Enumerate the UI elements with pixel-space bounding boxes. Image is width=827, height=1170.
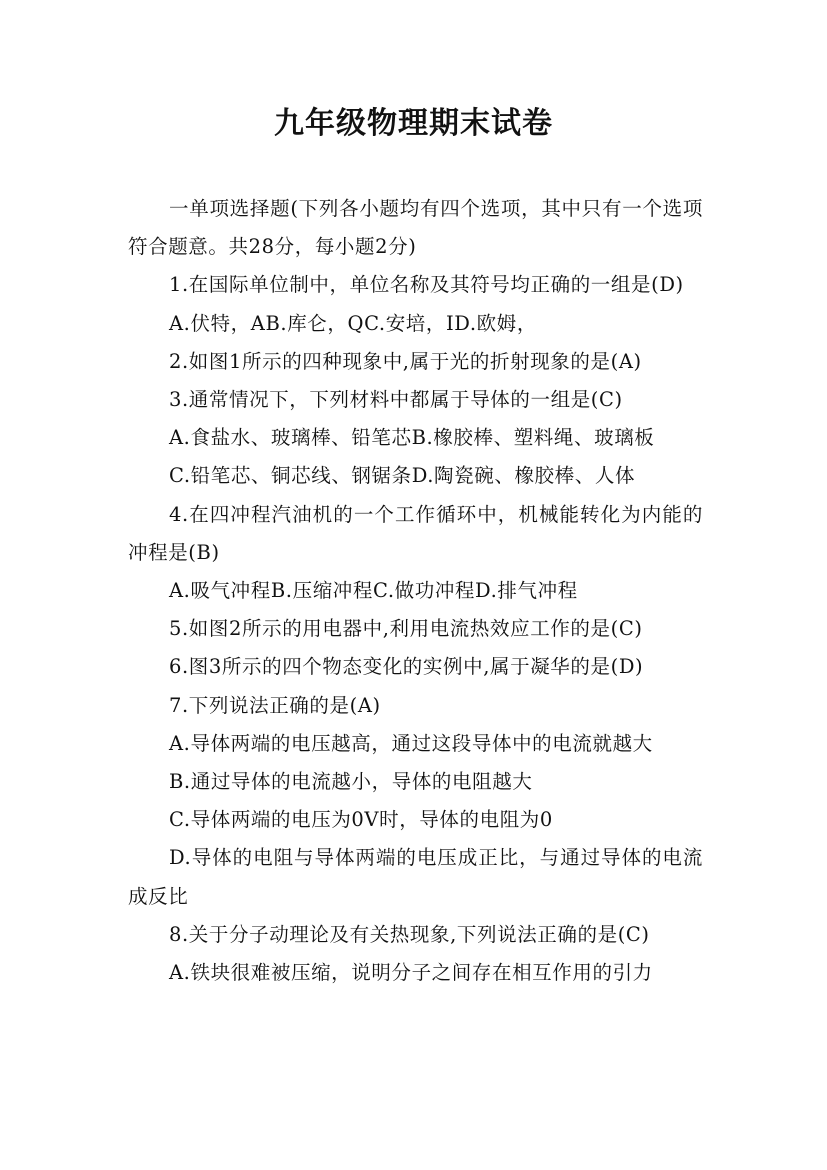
question-7: 7.下列说法正确的是(A) [169,693,381,717]
question-4-options: A.吸气冲程B.压缩冲程C.做功冲程D.排气冲程 [169,579,578,603]
question-5: 5.如图2所示的用电器中,利用电流热效应工作的是(C) [169,617,643,641]
question-1-options: A.伏特，AB.库仑，QC.安培，ID.欧姆， [169,311,537,335]
question-7-option-c: C.导体两端的电压为0V时，导体的电阻为0 [169,808,553,832]
question-6: 6.图3所示的四个物态变化的实例中,属于凝华的是(D) [169,655,644,679]
question-7-option-a: A.导体两端的电压越高，通过这段导体中的电流就越大 [169,731,653,755]
question-3-options-ab: A.食盐水、玻璃棒、铅笔芯B.橡胶棒、塑料绳、玻璃板 [169,426,655,450]
question-2: 2.如图1所示的四种现象中,属于光的折射现象的是(A) [169,349,642,373]
section-heading: 一单项选择题(下列各小题均有四个选项，其中只有一个选项符合题意。共28分，每小题2分) [128,197,703,259]
document-body [128,190,703,992]
question-8-option-a: A.铁块很难被压缩，说明分子之间存在相互作用的引力 [169,961,653,985]
question-4: 4.在四冲程汽油机的一个工作循环中，机械能转化为内能的冲程是(B) [128,502,703,564]
question-1: 1.在国际单位制中，单位名称及其符号均正确的一组是(D) [169,273,684,297]
question-7-option-b: B.通过导体的电流越小，导体的电阻越大 [169,770,533,794]
question-7-option-d: D.导体的电阻与导体两端的电压成正比，与通过导体的电流成反比 [128,846,703,908]
document-title: 九年级物理期末试卷 [274,106,553,141]
question-8: 8.关于分子动理论及有关热现象,下列说法正确的是(C) [169,922,650,946]
question-3-options-cd: C.铅笔芯、铜芯线、钢锯条D.陶瓷碗、橡胶棒、人体 [169,464,636,488]
question-3: 3.通常情况下，下列材料中都属于导体的一组是(C) [169,388,623,412]
